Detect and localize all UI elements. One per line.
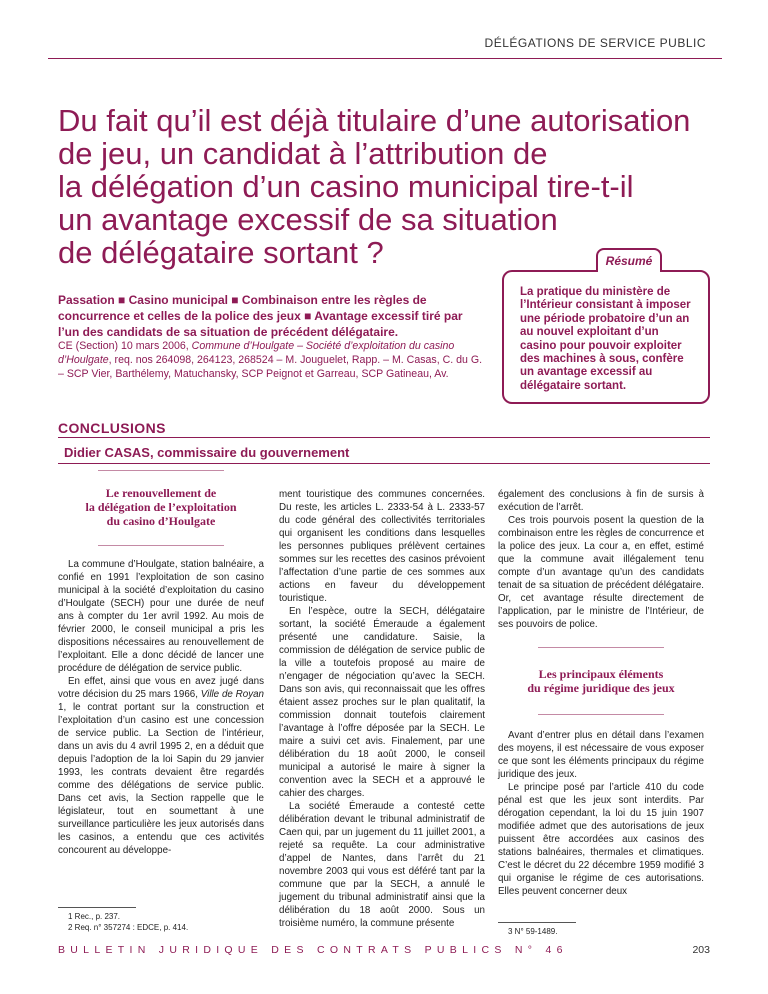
citation-case-name: Commune d’Houlgate – Société d’exploitation du casino d’Houlgate <box>58 340 455 366</box>
section-rule-bottom <box>98 545 224 546</box>
resume-box <box>502 270 710 404</box>
section-heading-line: la délégation de l’exploitation <box>85 500 237 514</box>
paragraph: En l’espèce, outre la SECH, délégataire sortant, la société Émeraude a également présenté une candidature. Saisie, la commission de délégation de service public de la ville a toutefois proposé au maire de n’engager de négociation qu’avec la SECH. Dans son avis, qui reconnaissait que les offres étaient assez proches sur le plan qualitatif, la commission donnait toutefois clairement l’avantage à l’offre déposée par la SECH. Le maire a suivi cet avis. Finalement, par une délibération du 18 août 2000, le conseil municipal a autorisé le maire à signer la convention avec la SECH et a approuvé le cahier des charges. <box>279 606 485 799</box>
title-line: de jeu, un candidat à l’attribution de <box>58 136 548 171</box>
title-line: Du fait qu’il est déjà titulaire d’une autorisation <box>58 103 691 138</box>
paragraph: ment touristique des communes concernées. Du reste, les articles L. 2333-54 à L. 2333-57 du code général des collectivités territoriales qui organisent les conditions dans lesquelles les personnes publiques prélèvent certaines sommes sur les recettes des casinos prévoient l’affectation d’une partie de ces sommes aux actions en faveur du développement touristique. <box>279 489 485 604</box>
section-rule-top <box>98 470 224 471</box>
column-1 <box>58 470 264 933</box>
column-2 <box>279 488 485 930</box>
keywords: Passation ■ Casino municipal ■ Combinaison entre les règles de concurrence et celles de la police des jeux ■ Avantage excessif tiré par l’un des candidats de sa situation de précédent délégataire. <box>58 293 463 339</box>
footnote-rule <box>58 907 136 908</box>
footnote: 3 N° 59-1489. <box>508 927 558 936</box>
title-line: un avantage excessif de sa situation <box>58 202 558 237</box>
section-heading-line: Les principaux éléments <box>538 667 664 681</box>
resume-text: La pratique du ministère de l’Intérieur consistant à imposer une période probatoire d’un an au nouvel exploitant d’un casino pour pouvoir exploiter des machines à sous, confère un avantage excessif au délégataire sortant. <box>520 286 691 392</box>
footnote-rule <box>498 922 576 923</box>
author-rule <box>58 463 710 464</box>
case-citation <box>58 339 488 381</box>
article-title <box>58 103 691 270</box>
text-run: En effet, ainsi que vous en avez jugé dans votre décision du 25 mars 1966, <box>58 676 264 700</box>
footnote: 1 Rec., p. 237. <box>68 912 121 921</box>
citation-post: , req. nos 264098, 264123, 268524 – M. Jouguelet, Rapp. – M. Casas, C. du G. – SCP Vier, Barthélemy, Matuchansky, SCP Peignot et Garreau, SCP Gatineau, Av. <box>58 354 483 380</box>
text-run: 1, le contrat portant sur la construction et l’exploitation d’un casino est une concession de service public. La Section de l’intérieur, dans un avis du 4 avril 1995 2, en a déduit que depuis l’adoption de la loi Sapin du 29 janvier 1993, les contrats devaient être regardés comme des délégations de service public. Dans cet avis, la Section rappelle que le législateur, tout en soumettant à une surveillance particulière les jeux autorisés dans les casinos, a entendu que ces activités concourent au développe- <box>58 702 264 856</box>
section-rule-top <box>538 647 664 648</box>
paragraph: La commune d’Houlgate, station balnéaire, a confié en 1991 l’exploitation de son casino municipal à la société d’exploitation du casino d’Houlgate (SECH) pour une durée de neuf ans à compter du 1er avril 1992. Au mois de février 2000, le conseil municipal a pris les dispositions nécessaires au renouvellement de l’exploitant. Elle a donc décidé de lancer une procédure de délégation de service public. <box>58 559 264 674</box>
paragraph: Avant d’entrer plus en détail dans l’examen des moyens, il est nécessaire de vous exposer ce que sont les éléments principaux du régime juridique des jeux. <box>498 730 704 780</box>
title-line: la délégation d’un casino municipal tire-t-il <box>58 169 634 204</box>
conclusions-rule <box>58 437 710 438</box>
author-line: Didier CASAS, commissaire du gouvernement <box>64 445 350 460</box>
title-line: de délégataire sortant ? <box>58 235 384 270</box>
footnote: 2 Req. n° 357274 : EDCE, p. 414. <box>68 923 189 932</box>
header-rule <box>48 58 722 59</box>
section-heading-2 <box>498 667 704 695</box>
paragraph <box>58 675 264 857</box>
paragraph: Ces trois pourvois posent la question de la combinaison entre les règles de concurrence et la police des jeux. La cour a, en effet, estimé que la commune avait illégalement tenu compte d’un avantage qu’un des candidats tenait de sa situation de précédent délégataire. Or, cet avantage résulte directement de l’application, par le ministre de l’Intérieur, de ses pouvoirs de police. <box>498 515 704 630</box>
case-name: Ville de Royan <box>200 689 264 700</box>
section-heading-1 <box>58 486 264 528</box>
paragraph: La société Émeraude a contesté cette délibération devant le tribunal administratif de Caen qui, par un jugement du 11 juillet 2001, a rejeté sa requête. La cour administrative d’appel de Nantes, dans l’arrêt du 21 novembre 2003 qui vous est déféré tant par la commune que par la SECH, a annulé le jugement du tribunal administratif ainsi que la délibération du 18 août 2000. Sous un troisième numéro, la commune présente <box>279 801 485 929</box>
section-rule-bottom <box>538 714 664 715</box>
section-heading-frame <box>58 470 264 546</box>
column-3 <box>498 488 704 937</box>
journal-footer: BULLETIN JURIDIQUE DES CONTRATS PUBLICS N° 46 <box>58 944 568 956</box>
citation-pre: CE (Section) 10 mars 2006, <box>58 340 192 352</box>
section-heading-line: du régime juridique des jeux <box>527 681 675 695</box>
paragraph: Le principe posé par l’article 410 du code pénal est que les jeux sont interdits. Par dérogation cependant, la loi du 15 juin 1907 modifiée admet que des autorisations de jeux puissent être accordées aux casinos des stations balnéaires, thermales et climatiques. C’est le décret du 22 décembre 1959 modifié 3 qui organise le régime de ces autorisations. Elles peuvent concerner deux <box>498 782 704 897</box>
section-heading-line: Le renouvellement de <box>105 486 217 500</box>
page-number: 203 <box>692 944 710 956</box>
resume-label: Résumé <box>596 248 662 272</box>
conclusions-heading: CONCLUSIONS <box>58 420 166 436</box>
running-header: DÉLÉGATIONS DE SERVICE PUBLIC <box>484 36 706 50</box>
section-heading-line: du casino d’Houlgate <box>106 514 216 528</box>
paragraph: également des conclusions à fin de sursis à exécution de l’arrêt. <box>498 489 704 513</box>
section-heading-frame <box>498 647 704 715</box>
